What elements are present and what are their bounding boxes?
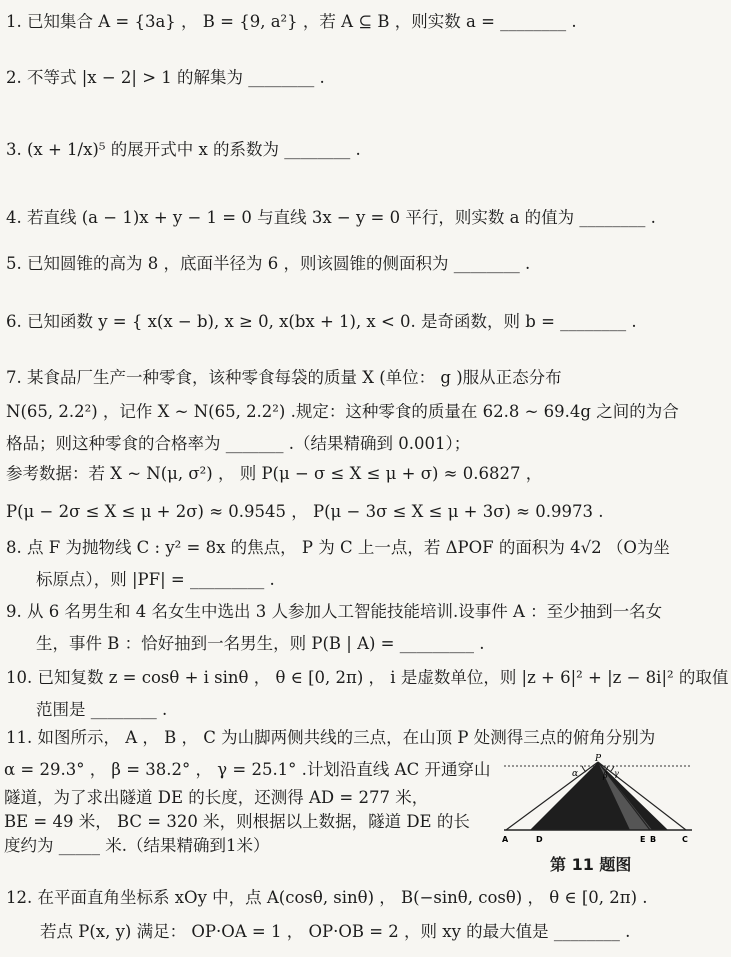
question-8 xyxy=(6,536,670,560)
question-9 xyxy=(6,600,662,624)
mountain-tunnel-figure xyxy=(500,754,696,844)
question-number: 10. xyxy=(6,668,33,687)
question-6 xyxy=(6,310,637,334)
label-A: A xyxy=(502,835,509,844)
question-10 xyxy=(6,666,728,690)
question-number: 9. xyxy=(6,602,22,621)
angle-alpha-arc xyxy=(582,766,586,772)
label-D: D xyxy=(536,835,543,844)
question-text: 点 F 为抛物线 C : y² = 8x 的焦点， P 为 C 上一点，若 ΔPOF 的面积为 4√2 （O为坐 xyxy=(27,538,670,557)
question-11-line-5: 度约为 _____ 米.（结果精确到1米） xyxy=(4,836,270,855)
question-11-line-3: 隧道，为了求出隧道 DE 的长度，还测得 AD = 277 米， xyxy=(4,788,429,807)
question-text: 若直线 (a − 1)x + y − 1 = 0 与直线 3x − y = 0 平行，则实数 a 的值为 ________ . xyxy=(27,208,656,227)
question-3 xyxy=(6,138,361,162)
question-number: 3. xyxy=(6,140,22,159)
question-text: 已知函数 y = { x(x − b), x ≥ 0, x(bx + 1), x < 0. 是奇函数，则 b = ________ . xyxy=(27,312,637,331)
label-gamma: γ xyxy=(614,769,619,778)
question-number: 8. xyxy=(6,538,22,557)
question-text: (x + 1/x)⁵ 的展开式中 x 的系数为 ________ . xyxy=(27,140,361,159)
question-11-line-2: α = 29.3° ， β = 38.2° ， γ = 25.1° .计划沿直线 AC 开通穿山 xyxy=(4,760,491,779)
question-8-line-2: 标原点），则 |PF| = _________ . xyxy=(36,570,275,589)
question-number: 2. xyxy=(6,68,22,87)
question-text: 在平面直角坐标系 xOy 中，点 A(cosθ, sinθ) ， B(−sinθ, cosθ) ， θ ∈ [0, 2π) . xyxy=(37,888,648,907)
question-text: 某食品厂生产一种零食，该种零食每袋的质量 X (单位： g )服从正态分布 xyxy=(27,368,562,387)
question-text: 不等式 |x − 2| > 1 的解集为 ________ . xyxy=(27,68,325,87)
question-12 xyxy=(6,886,648,910)
question-11-line-4: BE = 49 米， BC = 320 米，则根据以上数据，隧道 DE 的长 xyxy=(4,812,470,831)
question-number: 7. xyxy=(6,368,22,387)
question-9-line-2: 生，事件 B ：恰好抽到一名男生，则 P(B | A) = _________ . xyxy=(36,634,485,653)
question-7-line-3: 格品；则这种零食的合格率为 _______ .（结果精确到 0.001）； xyxy=(6,434,471,453)
question-text: 已知集合 A = {3a} ， B = {9, a²} ，若 A ⊆ B ，则实数 a = ________ . xyxy=(27,12,577,31)
question-12-line-2: 若点 P(x, y) 满足： OP·OA = 1 ， OP·OB = 2 ，则 xy 的最大值是 ________ . xyxy=(40,922,631,941)
label-B: B xyxy=(650,835,657,844)
question-text: 从 6 名男生和 4 名女生中选出 3 人参加人工智能技能培训.设事件 A ：至少抽到一名女 xyxy=(27,602,663,621)
label-beta: β xyxy=(603,771,608,780)
question-7-line-4: 参考数据：若 X ~ N(μ, σ²) ， 则 P(μ − σ ≤ X ≤ μ + σ) ≈ 0.6827 ， xyxy=(6,464,543,483)
question-7-line-5: P(μ − 2σ ≤ X ≤ μ + 2σ) ≈ 0.9545 ， P(μ − 3σ ≤ X ≤ μ + 3σ) ≈ 0.9973 . xyxy=(6,502,604,521)
question-2 xyxy=(6,66,325,90)
question-text: 已知圆锥的高为 8 ，底面半径为 6 ，则该圆锥的侧面积为 ________ . xyxy=(27,254,531,273)
question-1 xyxy=(6,10,577,34)
question-4 xyxy=(6,206,656,230)
question-10-line-2: 范围是 ________ . xyxy=(36,700,168,719)
question-7-line-2: N(65, 2.2²) ，记作 X ~ N(65, 2.2²) .规定：这种零食的质量在 62.8 ~ 69.4g 之间的为合 xyxy=(6,402,679,421)
label-E: E xyxy=(640,835,646,844)
question-number: 5. xyxy=(6,254,22,273)
label-C: C xyxy=(682,835,688,844)
question-number: 4. xyxy=(6,208,22,227)
figure-caption: 第 11 题图 xyxy=(550,855,632,874)
mountain-shape xyxy=(530,762,668,830)
question-7 xyxy=(6,366,562,390)
question-11 xyxy=(6,726,655,750)
question-number: 1. xyxy=(6,12,22,31)
question-text: 已知复数 z = cosθ + i sinθ ， θ ∈ [0, 2π) ， i 是虚数单位，则 |z + 6|² + |z − 8i|² 的取值 xyxy=(37,668,729,687)
question-5 xyxy=(6,252,530,276)
question-text: 如图所示， A ， B ， C 为山脚两侧共线的三点，在山顶 P 处测得三点的俯角分别为 xyxy=(37,728,656,747)
label-P: P xyxy=(595,754,602,764)
question-number: 12. xyxy=(6,888,33,907)
label-alpha: α xyxy=(572,769,579,779)
question-number: 6. xyxy=(6,312,22,331)
question-number: 11. xyxy=(6,728,33,747)
